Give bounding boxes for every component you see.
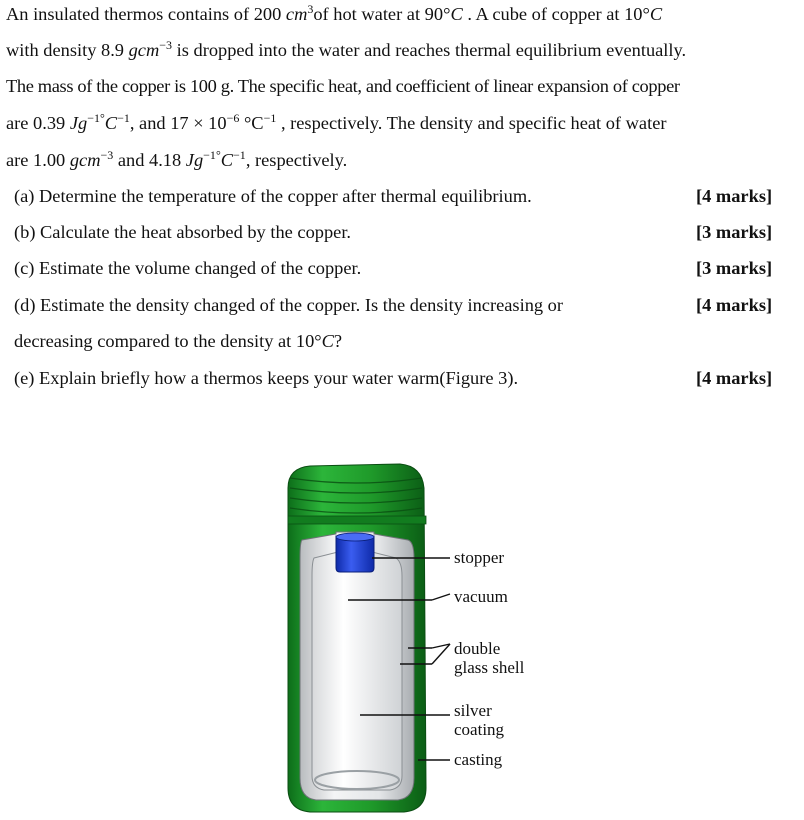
question-text: (c) Estimate the volume changed of the copper. [14, 258, 362, 278]
cap-rim [288, 516, 426, 524]
label-stopper: stopper [454, 548, 505, 567]
thermos-figure [280, 458, 560, 815]
question-text: (b) Calculate the heat absorbed by the copper. [14, 222, 352, 242]
intro-line-1: An insulated thermos contains of 200 $cm^3of$ hot water at 90°C . A cube of copper at 10°C [6, 1, 663, 24]
label-coating: coating [454, 720, 505, 739]
marks-badge: [3 marks] [696, 222, 773, 242]
label-glass-shell: glass shell [454, 658, 525, 677]
intro-line-5: are 1.00 gcm$^{-3}$ and 4.18 $Jg^{-1^\circ}C^{-1}$, respectively. [6, 147, 348, 170]
thermos-diagram [280, 458, 560, 815]
stopper-plug [336, 536, 374, 572]
marks-badge: [4 marks] [696, 368, 773, 388]
question-text: (d) Estimate the density changed of the copper. Is the density increasing or [14, 295, 563, 315]
question-text: (e) Explain briefly how a thermos keeps your water warm(Figure 3). [14, 368, 519, 388]
label-casting: casting [454, 750, 503, 769]
label-silver: silver [454, 701, 492, 720]
marks-badge: [3 marks] [696, 258, 773, 278]
label-double: double [454, 639, 501, 658]
question-text: (a) Determine the temperature of the copper after thermal equilibrium. [14, 186, 532, 206]
intro-line-4: are 0.39 $Jg^{-1^\circ}C^{-1}$, and $17 \times 10^{-6}$ $^\circ C^{-1}$ , respectively. The density and specific heat of water [6, 110, 667, 133]
label-vacuum: vacuum [454, 587, 508, 606]
intro-line-2: with density 8.9 gcm$^{-3}$ is dropped into the water and reaches thermal equilibrium eventually. [6, 37, 687, 60]
marks-badge: [4 marks] [696, 295, 773, 315]
intro-line-3: The mass of the copper is 100 g. The specific heat, and coefficient of linear expansion of copper [6, 76, 680, 96]
inner-glass-shell [312, 548, 402, 790]
marks-badge: [4 marks] [696, 186, 773, 206]
